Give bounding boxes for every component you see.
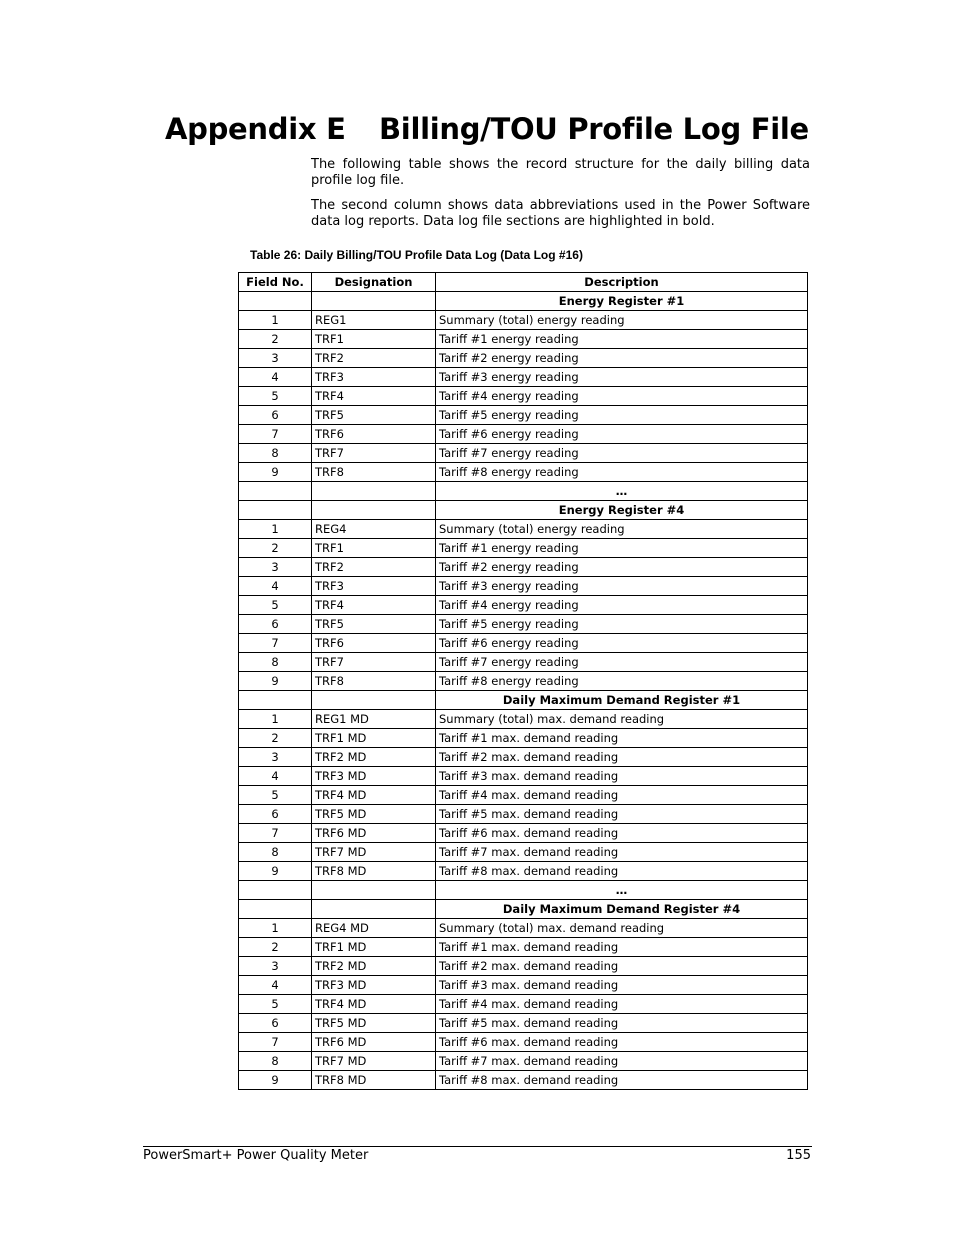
table-row (239, 444, 808, 463)
field-no-cell: 2 (239, 539, 312, 558)
designation-cell: TRF1 MD (312, 938, 436, 957)
description-cell: Summary (total) max. demand reading (436, 919, 808, 938)
field-no-cell (239, 691, 312, 710)
section-title: … (436, 881, 808, 900)
header-description: Description (436, 273, 808, 292)
field-no-cell: 6 (239, 1014, 312, 1033)
designation-cell: REG4 (312, 520, 436, 539)
table-row (239, 938, 808, 957)
field-no-cell (239, 501, 312, 520)
field-no-cell: 7 (239, 824, 312, 843)
data-log-table (238, 272, 808, 1090)
description-cell: Tariff #2 energy reading (436, 558, 808, 577)
field-no-cell: 3 (239, 748, 312, 767)
table-row (239, 995, 808, 1014)
table-row (239, 919, 808, 938)
field-no-cell: 6 (239, 805, 312, 824)
table-row (239, 957, 808, 976)
designation-cell: TRF7 (312, 653, 436, 672)
table-row (239, 976, 808, 995)
intro-paragraph-2: The second column shows data abbreviations used in the Power Software data log reports. Data log file sections are highlighted in bold. (311, 198, 810, 229)
description-cell: Tariff #6 max. demand reading (436, 824, 808, 843)
section-title: Daily Maximum Demand Register #4 (436, 900, 808, 919)
table-row (239, 311, 808, 330)
designation-cell: TRF5 MD (312, 1014, 436, 1033)
description-cell: Tariff #7 max. demand reading (436, 1052, 808, 1071)
field-no-cell: 4 (239, 767, 312, 786)
description-cell: Tariff #2 max. demand reading (436, 748, 808, 767)
appendix-name: Billing/TOU Profile Log File (379, 112, 809, 146)
field-no-cell: 3 (239, 957, 312, 976)
field-no-cell: 1 (239, 311, 312, 330)
designation-cell: TRF6 MD (312, 824, 436, 843)
page-title (165, 112, 809, 146)
section-row (239, 881, 808, 900)
section-row (239, 482, 808, 501)
table-row (239, 653, 808, 672)
description-cell: Tariff #3 max. demand reading (436, 767, 808, 786)
field-no-cell: 5 (239, 786, 312, 805)
description-cell: Tariff #3 max. demand reading (436, 976, 808, 995)
field-no-cell (239, 881, 312, 900)
designation-cell: TRF1 MD (312, 729, 436, 748)
designation-cell: TRF6 MD (312, 1033, 436, 1052)
description-cell: Summary (total) energy reading (436, 520, 808, 539)
table-row (239, 387, 808, 406)
field-no-cell: 9 (239, 672, 312, 691)
designation-cell: TRF5 (312, 406, 436, 425)
field-no-cell: 1 (239, 520, 312, 539)
designation-cell: TRF6 (312, 634, 436, 653)
field-no-cell: 4 (239, 577, 312, 596)
field-no-cell: 1 (239, 919, 312, 938)
description-cell: Tariff #6 energy reading (436, 425, 808, 444)
page-number: 155 (786, 1148, 811, 1163)
designation-cell: TRF8 (312, 672, 436, 691)
table-row (239, 1071, 808, 1090)
description-cell: Tariff #1 max. demand reading (436, 938, 808, 957)
field-no-cell: 8 (239, 843, 312, 862)
description-cell: Tariff #4 energy reading (436, 387, 808, 406)
designation-cell: REG1 (312, 311, 436, 330)
description-cell: Tariff #3 energy reading (436, 577, 808, 596)
designation-cell: TRF6 (312, 425, 436, 444)
field-no-cell: 7 (239, 425, 312, 444)
designation-cell: TRF7 (312, 444, 436, 463)
designation-cell (312, 900, 436, 919)
field-no-cell: 8 (239, 444, 312, 463)
table-row (239, 729, 808, 748)
field-no-cell: 7 (239, 634, 312, 653)
field-no-cell: 2 (239, 729, 312, 748)
field-no-cell: 4 (239, 368, 312, 387)
section-row (239, 501, 808, 520)
description-cell: Tariff #4 max. demand reading (436, 786, 808, 805)
designation-cell: TRF5 MD (312, 805, 436, 824)
designation-cell: TRF3 (312, 368, 436, 387)
section-title: Energy Register #4 (436, 501, 808, 520)
designation-cell: TRF7 MD (312, 1052, 436, 1071)
table-row (239, 463, 808, 482)
table-header-row (239, 273, 808, 292)
field-no-cell: 6 (239, 615, 312, 634)
designation-cell: TRF4 (312, 596, 436, 615)
designation-cell: TRF2 (312, 558, 436, 577)
designation-cell: TRF3 (312, 577, 436, 596)
field-no-cell: 5 (239, 596, 312, 615)
table-row (239, 425, 808, 444)
table-row (239, 862, 808, 881)
description-cell: Tariff #4 energy reading (436, 596, 808, 615)
description-cell: Tariff #8 max. demand reading (436, 1071, 808, 1090)
designation-cell: TRF7 MD (312, 843, 436, 862)
footer-rule (143, 1146, 812, 1147)
table-row (239, 539, 808, 558)
field-no-cell: 9 (239, 463, 312, 482)
designation-cell: TRF5 (312, 615, 436, 634)
field-no-cell: 8 (239, 1052, 312, 1071)
field-no-cell (239, 292, 312, 311)
designation-cell: TRF2 (312, 349, 436, 368)
section-row (239, 900, 808, 919)
table-row (239, 406, 808, 425)
table-row (239, 615, 808, 634)
intro-paragraph-1: The following table shows the record structure for the daily billing data profile log file. (311, 157, 810, 188)
designation-cell: REG4 MD (312, 919, 436, 938)
field-no-cell: 7 (239, 1033, 312, 1052)
table-row (239, 349, 808, 368)
field-no-cell: 5 (239, 387, 312, 406)
table-row (239, 634, 808, 653)
designation-cell (312, 881, 436, 900)
description-cell: Tariff #1 energy reading (436, 539, 808, 558)
description-cell: Tariff #5 max. demand reading (436, 805, 808, 824)
designation-cell: TRF4 MD (312, 786, 436, 805)
description-cell: Tariff #5 max. demand reading (436, 1014, 808, 1033)
designation-cell (312, 501, 436, 520)
designation-cell (312, 292, 436, 311)
section-title: Daily Maximum Demand Register #1 (436, 691, 808, 710)
table-row (239, 767, 808, 786)
field-no-cell: 2 (239, 938, 312, 957)
designation-cell: TRF8 (312, 463, 436, 482)
description-cell: Tariff #7 max. demand reading (436, 843, 808, 862)
header-field-no: Field No. (239, 273, 312, 292)
description-cell: Summary (total) max. demand reading (436, 710, 808, 729)
table-row (239, 843, 808, 862)
table-body (239, 292, 808, 1090)
designation-cell: TRF2 MD (312, 748, 436, 767)
designation-cell: TRF4 (312, 387, 436, 406)
table-row (239, 558, 808, 577)
field-no-cell: 4 (239, 976, 312, 995)
table-row (239, 824, 808, 843)
designation-cell: TRF2 MD (312, 957, 436, 976)
table-row (239, 1033, 808, 1052)
designation-cell: TRF3 MD (312, 767, 436, 786)
field-no-cell: 2 (239, 330, 312, 349)
field-no-cell: 1 (239, 710, 312, 729)
footer-product: PowerSmart+ Power Quality Meter (143, 1148, 369, 1163)
table-row (239, 330, 808, 349)
field-no-cell: 9 (239, 862, 312, 881)
table-row (239, 520, 808, 539)
table-row (239, 1014, 808, 1033)
field-no-cell (239, 900, 312, 919)
field-no-cell: 3 (239, 558, 312, 577)
description-cell: Tariff #3 energy reading (436, 368, 808, 387)
field-no-cell: 8 (239, 653, 312, 672)
table-row (239, 805, 808, 824)
description-cell: Tariff #4 max. demand reading (436, 995, 808, 1014)
designation-cell: TRF1 (312, 539, 436, 558)
description-cell: Tariff #8 max. demand reading (436, 862, 808, 881)
section-row (239, 292, 808, 311)
description-cell: Tariff #5 energy reading (436, 615, 808, 634)
section-title: … (436, 482, 808, 501)
description-cell: Tariff #8 energy reading (436, 463, 808, 482)
designation-cell: TRF3 MD (312, 976, 436, 995)
section-title: Energy Register #1 (436, 292, 808, 311)
table-row (239, 577, 808, 596)
appendix-label: Appendix E (165, 112, 346, 146)
description-cell: Tariff #8 energy reading (436, 672, 808, 691)
description-cell: Summary (total) energy reading (436, 311, 808, 330)
designation-cell: TRF8 MD (312, 862, 436, 881)
designation-cell: TRF4 MD (312, 995, 436, 1014)
designation-cell (312, 691, 436, 710)
description-cell: Tariff #1 energy reading (436, 330, 808, 349)
section-row (239, 691, 808, 710)
field-no-cell (239, 482, 312, 501)
table-row (239, 786, 808, 805)
table-row (239, 596, 808, 615)
designation-cell (312, 482, 436, 501)
description-cell: Tariff #6 max. demand reading (436, 1033, 808, 1052)
description-cell: Tariff #1 max. demand reading (436, 729, 808, 748)
table-row (239, 1052, 808, 1071)
field-no-cell: 5 (239, 995, 312, 1014)
field-no-cell: 6 (239, 406, 312, 425)
description-cell: Tariff #2 energy reading (436, 349, 808, 368)
description-cell: Tariff #2 max. demand reading (436, 957, 808, 976)
designation-cell: TRF1 (312, 330, 436, 349)
table-row (239, 710, 808, 729)
field-no-cell: 3 (239, 349, 312, 368)
table-row (239, 672, 808, 691)
designation-cell: TRF8 MD (312, 1071, 436, 1090)
table-caption: Table 26: Daily Billing/TOU Profile Data Log (Data Log #16) (250, 248, 583, 262)
table-row (239, 368, 808, 387)
description-cell: Tariff #7 energy reading (436, 444, 808, 463)
header-designation: Designation (312, 273, 436, 292)
field-no-cell: 9 (239, 1071, 312, 1090)
description-cell: Tariff #6 energy reading (436, 634, 808, 653)
description-cell: Tariff #7 energy reading (436, 653, 808, 672)
table-row (239, 748, 808, 767)
designation-cell: REG1 MD (312, 710, 436, 729)
description-cell: Tariff #5 energy reading (436, 406, 808, 425)
